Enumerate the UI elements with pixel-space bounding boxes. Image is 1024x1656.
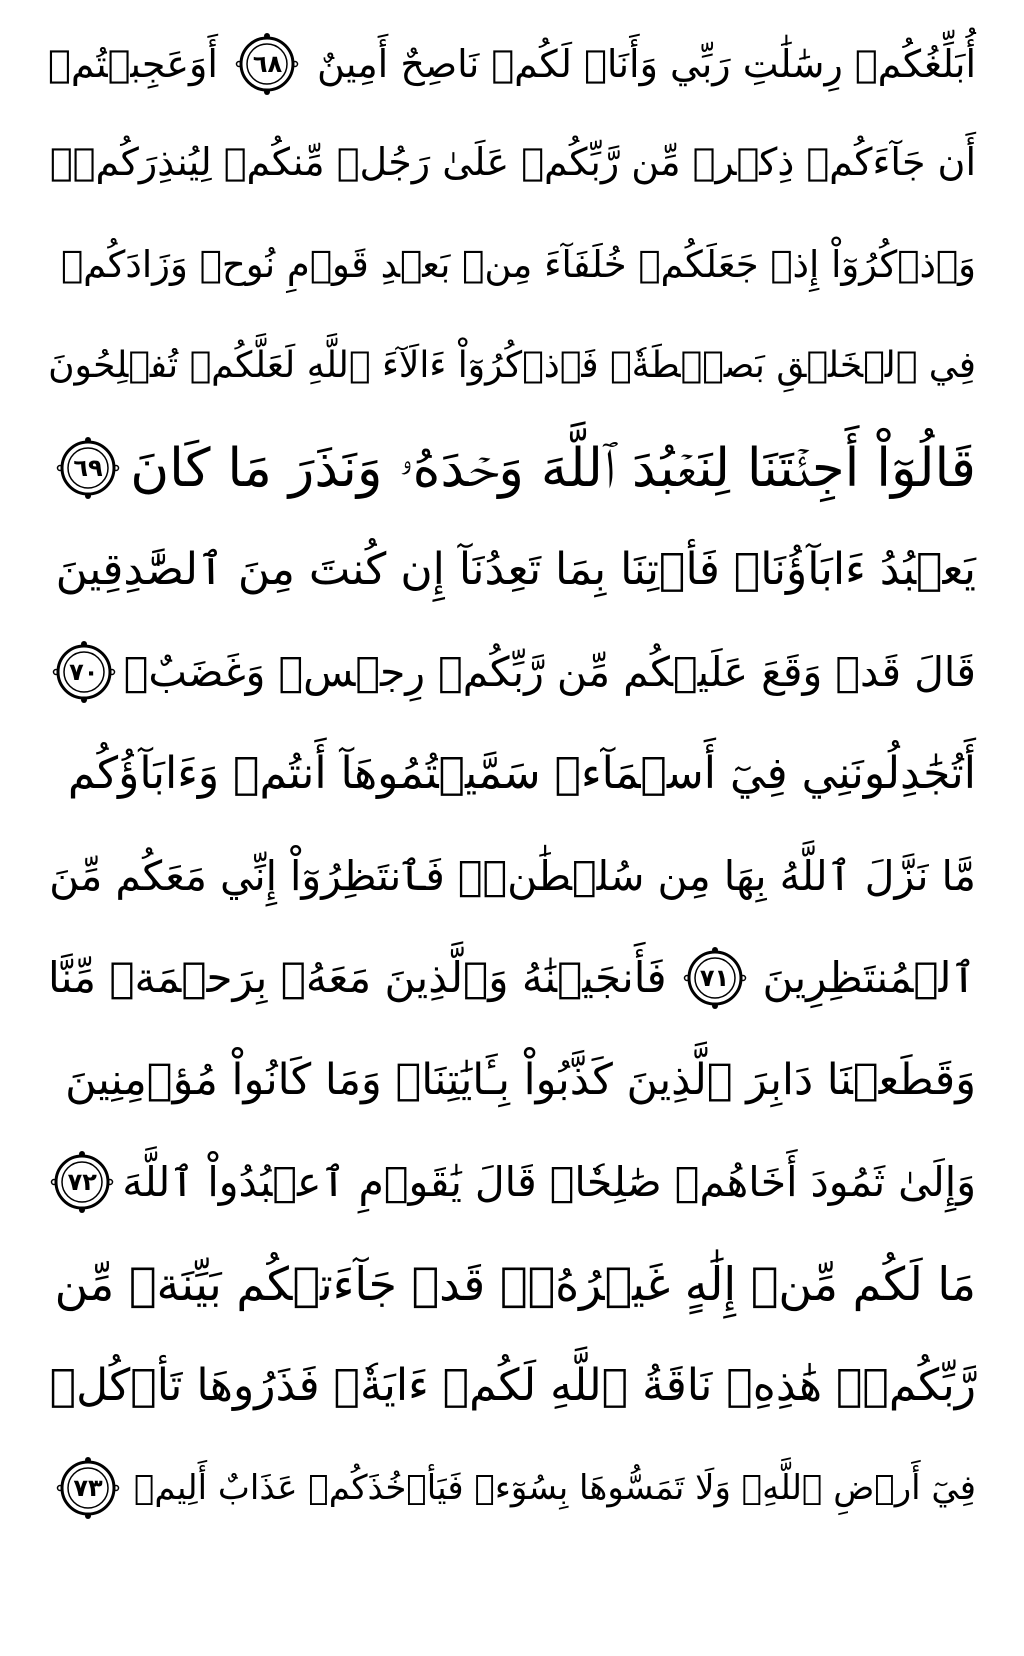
text-line-11 <box>48 1030 976 1130</box>
text-line-15 <box>48 1438 976 1538</box>
line-1-text-a: أُبَلِّغُكُمۡ رِسَٰلَٰتِ رَبِّي وَأَنَا۠ لَكُمۡ نَاصِحٌ أَمِينٌ <box>316 42 976 86</box>
text-line-14 <box>48 1336 976 1436</box>
line-5-text: قَالُوٓاْ أَجِئۡتَنَا لِنَعۡبُدَ ٱللَّهَ وَحۡدَهُۥ وَنَذَرَ مَا كَانَ <box>130 437 976 499</box>
text-line-4 <box>48 316 976 416</box>
line-10-text-a: ٱلۡمُنتَظِرِينَ <box>762 953 976 1002</box>
ayah-number: ٧٣ <box>73 1474 103 1502</box>
line-4-text: فِي ٱلۡخَلۡقِ بَصۜۡطَةٗۖ فَٱذۡكُرُوٓاْ ءَالَآءَ ٱللَّهِ لَعَلَّكُمۡ تُفۡلِحُونَ <box>48 345 976 386</box>
ayah-marker-72 <box>50 1150 114 1214</box>
ayah-number: ٦٨ <box>252 50 283 78</box>
text-line-10 <box>48 928 976 1028</box>
ayah-marker-73 <box>56 1456 120 1520</box>
line-13-text: مَا لَكُم مِّنۡ إِلَٰهٍ غَيۡرُهُۥۖ قَدۡ جَآءَتۡكُم بَيِّنَةٞ مِّن <box>54 1257 976 1311</box>
line-11-text: وَقَطَعۡنَا دَابِرَ ٱلَّذِينَ كَذَّبُواْ بِـَٔايَٰتِنَاۖ وَمَا كَانُواْ مُؤۡمِنِينَ <box>65 1054 976 1105</box>
text-line-5 <box>48 418 976 518</box>
text-line-7 <box>48 622 976 722</box>
line-14-text: رَّبِّكُمۡۖ هَٰذِهِۦ نَاقَةُ ٱللَّهِ لَكُمۡ ءَايَةٗۖ فَذَرُوهَا تَأۡكُلۡ <box>49 1360 976 1411</box>
line-3-text: وَٱذۡكُرُوٓاْ إِذۡ جَعَلَكُمۡ خُلَفَآءَ مِنۢ بَعۡدِ قَوۡمِ نُوحٖ وَزَادَكُمۡ <box>60 242 976 286</box>
line-6-text: يَعۡبُدُ ءَابَآؤُنَاۖ فَأۡتِنَا بِمَا تَعِدُنَآ إِن كُنتَ مِنَ ٱلصَّٰدِقِينَ <box>55 544 976 595</box>
text-line-3 <box>48 214 976 314</box>
text-line-12 <box>48 1132 976 1232</box>
ayah-number: ٧١ <box>699 964 730 992</box>
line-9-text: مَّا نَزَّلَ ٱللَّهُ بِهَا مِن سُلۡطَٰنٖۚ فَٱنتَظِرُوٓاْ إِنِّي مَعَكُم مِّنَ <box>49 851 976 900</box>
line-7-text: قَالَ قَدۡ وَقَعَ عَلَيۡكُم مِّن رَّبِّكُمۡ رِجۡسٞ وَغَضَبٌۖ <box>123 647 976 696</box>
text-line-8 <box>48 724 976 824</box>
line-10-text-b: فَأَنجَيۡنَٰهُ وَٱلَّذِينَ مَعَهُۥ بِرَحۡمَةٖ مِّنَّا <box>48 953 667 1002</box>
text-line-1 <box>48 14 976 114</box>
line-12-text: وَإِلَىٰ ثَمُودَ أَخَاهُمۡ صَٰلِحٗاۗ قَالَ يَٰقَوۡمِ ٱعۡبُدُواْ ٱللَّهَ <box>122 1157 976 1206</box>
ayah-marker-70 <box>52 640 116 704</box>
ayah-number: ٦٩ <box>73 454 103 482</box>
ayah-marker-69 <box>56 436 120 500</box>
ayah-marker-71 <box>683 946 747 1010</box>
ayah-number: ٧٢ <box>67 1168 97 1196</box>
ayah-number: ٧٠ <box>69 658 99 686</box>
text-line-2 <box>48 112 976 212</box>
text-line-6 <box>48 520 976 620</box>
ayah-marker-68 <box>235 32 299 96</box>
text-line-13 <box>48 1234 976 1334</box>
line-2-text: أَن جَآءَكُمۡ ذِكۡرٞ مِّن رَّبِّكُمۡ عَلَىٰ رَجُلٖ مِّنكُمۡ لِيُنذِرَكُمۡۚ <box>49 140 976 184</box>
text-line-9 <box>48 826 976 926</box>
line-15-text: فِيٓ أَرۡضِ ٱللَّهِۖ وَلَا تَمَسُّوهَا بِسُوٓءٖ فَيَأۡخُذَكُمۡ عَذَابٌ أَلِيمٞ <box>134 1468 976 1508</box>
line-8-text: أَتُجَٰدِلُونَنِي فِيٓ أَسۡمَآءٖ سَمَّيۡتُمُوهَآ أَنتُمۡ وَءَابَآؤُكُم <box>67 748 976 799</box>
line-1-text-b: أَوَعَجِبۡتُمۡ <box>48 42 218 86</box>
